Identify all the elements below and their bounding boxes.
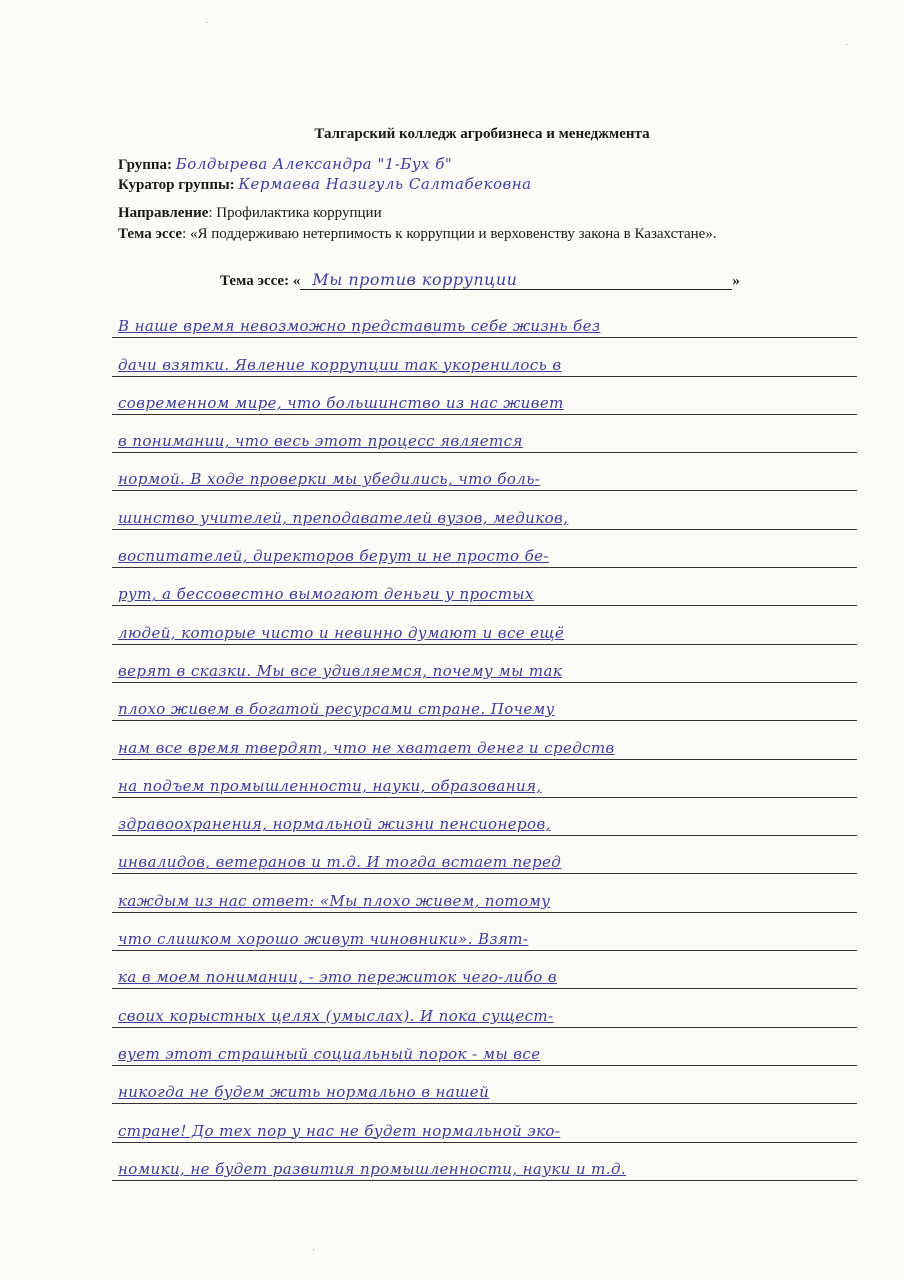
essay-line-text: дачи взятки. Явление коррупции так укоренилось в bbox=[118, 355, 562, 374]
essay-body bbox=[112, 300, 857, 1181]
essay-line-text: современном мире, что большинство из нас живет bbox=[118, 393, 564, 412]
group-row bbox=[118, 154, 452, 175]
curator-value: Кермаева Назигуль Салтабековна bbox=[238, 175, 532, 193]
group-value: Болдырева Александра "1-Бух б" bbox=[175, 155, 453, 173]
curator-label: Куратор группы: bbox=[118, 177, 235, 193]
topic-row bbox=[118, 224, 717, 244]
college-name: Талгарский колледж агробизнеса и менеджмента bbox=[314, 126, 650, 142]
essay-line bbox=[112, 453, 857, 491]
essay-line bbox=[112, 798, 857, 836]
essay-line-text: воспитателей, директоров берут и не просто бе- bbox=[118, 547, 549, 566]
essay-line bbox=[112, 951, 857, 989]
essay-line bbox=[112, 874, 857, 912]
topic-value: : «Я поддерживаю нетерпимость к коррупции и верховенству закона в Казахстане». bbox=[182, 226, 717, 242]
topic-label: Тема эссе bbox=[118, 226, 183, 242]
essay-line bbox=[112, 721, 857, 759]
essay-line-text: рут, а бессовестно вымогают деньги у простых bbox=[118, 585, 534, 604]
essay-line-text: шинство учителей, преподавателей вузов, медиков, bbox=[118, 508, 569, 527]
essay-line-text: никогда не будем жить нормально в нашей bbox=[118, 1083, 490, 1102]
essay-line-text: верят в сказки. Мы все удивляемся, почему мы так bbox=[118, 661, 563, 680]
scan-speck: · bbox=[845, 40, 849, 51]
essay-line bbox=[112, 530, 857, 568]
essay-line-text: своих корыстных целях (умыслах). И пока сущест- bbox=[118, 1006, 554, 1025]
group-label: Группа: bbox=[118, 157, 173, 173]
essay-line bbox=[112, 300, 857, 338]
curator-row bbox=[118, 174, 532, 195]
essay-line bbox=[112, 836, 857, 874]
essay-line bbox=[112, 568, 857, 606]
direction-label: Направление bbox=[118, 205, 209, 221]
essay-line-text: стране! До тех пор у нас не будет нормальной эко- bbox=[118, 1121, 561, 1140]
direction-value: : Профилактика коррупции bbox=[208, 205, 382, 221]
essay-line-text: плохо живем в богатой ресурсами стране. Почему bbox=[118, 700, 555, 719]
essay-title-label: Тема эссе: « bbox=[220, 273, 301, 289]
essay-line-text: каждым из нас ответ: «Мы плохо живем, потому bbox=[118, 891, 551, 910]
scan-speck: · bbox=[205, 18, 209, 29]
essay-line-text: инвалидов, ветеранов и т.д. И тогда встает перед bbox=[118, 853, 562, 872]
essay-line bbox=[112, 645, 857, 683]
essay-line bbox=[112, 606, 857, 644]
essay-line bbox=[112, 338, 857, 376]
essay-line-text: В наше время невозможно представить себе жизнь без bbox=[118, 317, 601, 336]
direction-row bbox=[118, 203, 382, 223]
essay-line bbox=[112, 491, 857, 529]
essay-line-text: на подъем промышленности, науки, образования, bbox=[118, 776, 542, 795]
essay-line bbox=[112, 1104, 857, 1142]
essay-title-value: Мы против коррупции bbox=[300, 270, 732, 290]
essay-line bbox=[112, 683, 857, 721]
essay-line-text: нам все время твердят, что не хватает денег и средств bbox=[118, 738, 615, 757]
essay-line-text: нормой. В ходе проверки мы убедились, что боль- bbox=[118, 470, 541, 489]
essay-line bbox=[112, 760, 857, 798]
essay-line bbox=[112, 989, 857, 1027]
essay-line-text: что слишком хорошо живут чиновники». Взят- bbox=[118, 930, 529, 949]
essay-line-text: здравоохранения, нормальной жизни пенсионеров, bbox=[118, 815, 551, 834]
scan-speck: · bbox=[312, 1245, 316, 1256]
essay-line-text: в понимании, что весь этот процесс является bbox=[118, 432, 523, 451]
essay-line bbox=[112, 1066, 857, 1104]
essay-line bbox=[112, 415, 857, 453]
essay-line bbox=[112, 377, 857, 415]
essay-line bbox=[112, 913, 857, 951]
essay-line bbox=[112, 1028, 857, 1066]
essay-line-text: людей, которые чисто и невинно думают и все ещё bbox=[118, 623, 565, 642]
essay-line-text: номики, не будет развития промышленности, науки и т.д. bbox=[118, 1159, 627, 1178]
essay-line bbox=[112, 1143, 857, 1181]
essay-line-text: ка в моем понимании, - это пережиток чего-либо в bbox=[118, 968, 558, 987]
essay-title-close: » bbox=[732, 273, 740, 289]
essay-title-row bbox=[220, 270, 740, 290]
essay-line-text: вует этот страшный социальный порок - мы все bbox=[118, 1044, 541, 1063]
